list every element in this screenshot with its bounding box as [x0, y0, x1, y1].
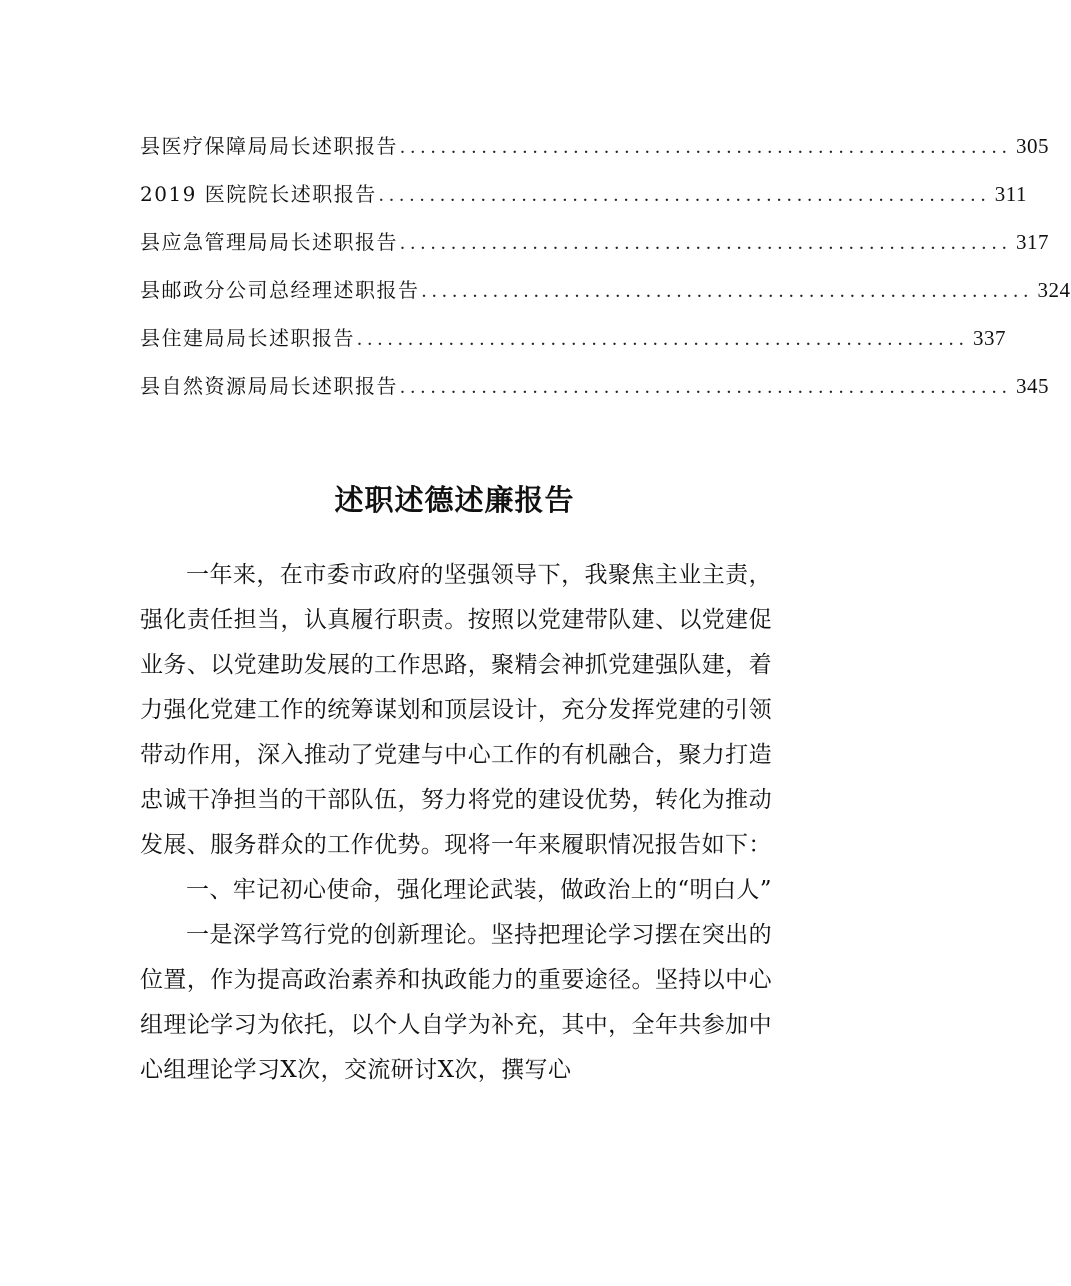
toc-entry-page: 324 — [1037, 278, 1071, 302]
toc-entry-page: 311 — [994, 182, 1027, 206]
report-title: 述职述德述廉报告 — [334, 483, 575, 518]
toc-dot-leader: ............................................................ — [421, 280, 1034, 302]
toc-entry-page: 345 — [1016, 374, 1049, 398]
toc-entry-title: 县应急管理局局长述职报告 — [140, 230, 398, 254]
toc-entry[interactable] — [140, 174, 1027, 222]
toc-entry[interactable] — [140, 222, 1049, 270]
toc-dot-leader: ............................................................ — [400, 376, 1012, 398]
body-paragraph: 一是深学笃行党的创新理论。坚持把理论学习摆在突出的位置，作为提高政治素养和执政能力的重要途径。坚持以中心组理论学习为依托，以个人自学为补充，其中，全年共参加中心组理论学习X次，交流研讨X次，撰写心 — [140, 922, 772, 1083]
toc-entry-title: 县住建局局长述职报告 — [140, 326, 355, 350]
section-heading: 一、牢记初心使命，强化理论武装，做政治上的“明白人” — [186, 877, 772, 903]
toc-entry-title: 县自然资源局局长述职报告 — [140, 374, 398, 398]
toc-entry-page: 337 — [973, 326, 1006, 350]
toc-entry[interactable] — [140, 318, 1006, 366]
toc-entry-title: 县邮政分公司总经理述职报告 — [140, 278, 420, 302]
toc-entry-title: 县医疗保障局局长述职报告 — [140, 134, 398, 158]
toc-entry-page: 317 — [1016, 230, 1049, 254]
toc-entry-page: 305 — [1016, 134, 1049, 158]
toc-dot-leader: ............................................................ — [378, 184, 991, 206]
toc-entry-title: 2019 医院院长述职报告 — [140, 182, 377, 206]
toc-dot-leader: ............................................................ — [400, 232, 1012, 254]
toc-entry[interactable] — [140, 270, 1071, 318]
toc-dot-leader: ............................................................ — [400, 136, 1012, 158]
toc-dot-leader: ............................................................ — [357, 328, 969, 350]
report-body — [140, 553, 772, 1093]
table-of-contents — [140, 126, 1071, 414]
toc-entry[interactable] — [140, 126, 1049, 174]
toc-entry[interactable] — [140, 366, 1049, 414]
body-paragraph: 一年来，在市委市政府的坚强领导下，我聚焦主业主责，强化责任担当，认真履行职责。按照以党建带队建、以党建促业务、以党建助发展的工作思路，聚精会神抓党建强队建，着力强化党建工作的统筹谋划和顶层设计，充分发挥党建的引领带动作用，深入推动了党建与中心工作的有机融合，聚力打造忠诚干净担当的干部队伍，努力将党的建设优势，转化为推动发展、服务群众的工作优势。现将一年来履职情况报告如下： — [140, 562, 772, 858]
